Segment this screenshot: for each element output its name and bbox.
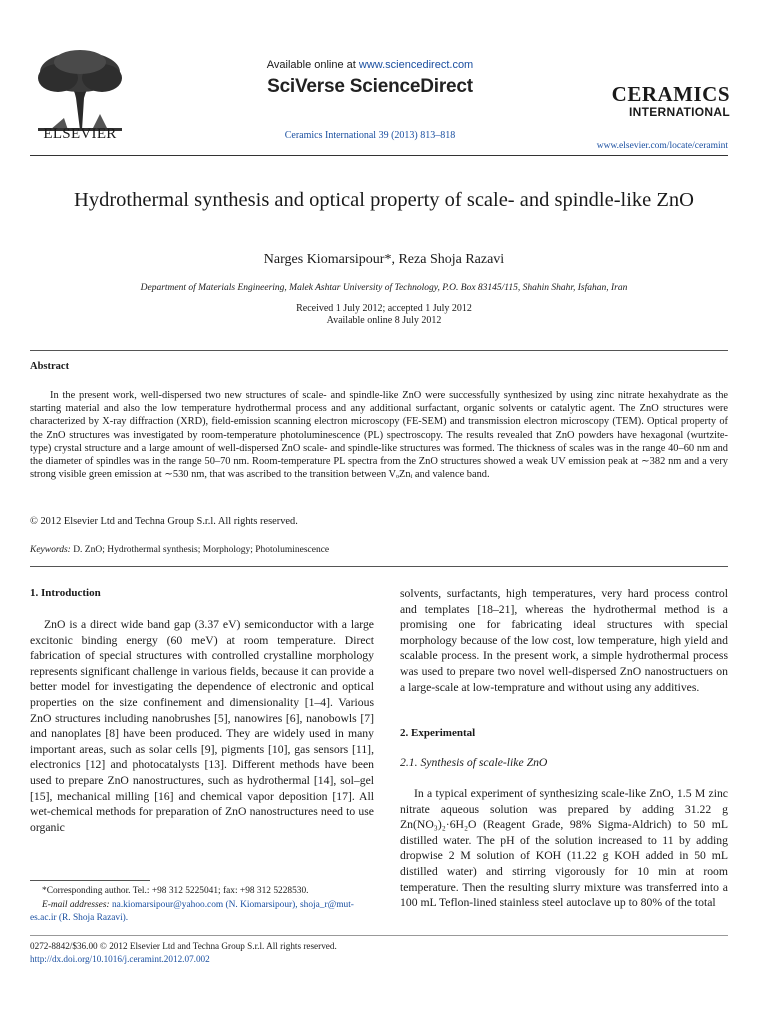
footnote-divider [30, 880, 150, 881]
header-divider [30, 155, 728, 156]
introduction-column [30, 617, 374, 835]
experimental-paragraph: In a typical experiment of synthesizing scale-like ZnO, 1.5 M zinc nitrate aqueous solution was prepared by adding 31.22 g Zn(NO₃)₂·6H₂O (Reagent Grade, 98% Sigma-Aldrich) to 50 mL distilled water. The pH of the solution increased to 11 by adding dropwise 2 M solution of KOH (11.22 g KOH added in 50 mL distilled water) and stirring vigorously for 10 min at room temperature. Then the resulting slurry mixture was transferred into a 100 mL Teflon-lined stainless steel autoclave up to 80% of the total [400, 787, 728, 910]
keywords-label: Keywords: [30, 545, 71, 555]
journal-reference[interactable]: Ceramics International 39 (2013) 813–818 [284, 130, 456, 141]
issn-line: 0272-8842/$36.00 © 2012 Elsevier Ltd and Techna Group S.r.l. All rights reserved. [30, 941, 337, 951]
corresponding-author: *Corresponding author. Tel.: +98 312 5225041; fax: +98 312 5228530. [42, 886, 309, 896]
journal-url-link[interactable]: www.elsevier.com/locate/ceramint [596, 141, 728, 151]
doi-link[interactable]: http://dx.doi.org/10.1016/j.ceramint.2012.07.002 [30, 954, 210, 964]
experimental-column [400, 786, 728, 911]
journal-name-line2: INTERNATIONAL [628, 105, 730, 119]
sciencedirect-link[interactable]: www.sciencedirect.com [358, 59, 474, 71]
footnote [30, 885, 374, 926]
available-prefix: Available online at [266, 59, 359, 71]
abstract-heading: Abstract [30, 361, 70, 372]
article-dates [40, 303, 728, 327]
online-date: Available online 8 July 2012 [326, 315, 442, 326]
author-affiliation: Department of Materials Engineering, Malek Ashtar University of Technology, P.O. Box 83145/115, Shahin Shahr, Isfahan, Iran [140, 283, 628, 293]
abstract-copyright: © 2012 Elsevier Ltd and Techna Group S.r.l. All rights reserved. [30, 516, 298, 527]
experimental-heading: 2. Experimental [400, 727, 476, 739]
publisher-name: ELSEVIER [43, 126, 117, 142]
introduction-paragraph-cont: solvents, surfactants, high temperatures, very hard process control and templates [18–21], whereas the hydrothermal method is a promising one for fabricating ideal structures with special morphology because of the low cost, low temperature, high yield and scalable process. In the present work, a simple hydrothermal process was used to prepare two novel well-dispersed ZnO nanostructuers on a large-scale at low-temprature and without using any additives. [400, 587, 728, 694]
journal-name-line1: CERAMICS [611, 82, 730, 106]
abstract-divider [30, 350, 728, 351]
issn-block [30, 940, 337, 966]
article-authors: Narges Kiomarsipour*, Reza Shoja Razavi [263, 252, 505, 267]
email-label: E-mail addresses: [42, 899, 110, 910]
introduction-paragraph: ZnO is a direct wide band gap (3.37 eV) semiconductor with a large excitonic binding energy (60 meV) at room temperature. Direct fabrication of special structures with controlled crystalline morphology represents significant challenge in various fields, because it can provide a better model for investigating the dependence of electronic and optical properties on the size confinement and dimensionality [1–4]. Various ZnO structures including nanobrushes [5], nanowires [6], nanobowls [7] and nanoplates [8] have been produced. They are widely used in many important areas, such as solar cells [9], pigments [10], gas sensors [11], electronics [12] and photocatalysts [13]. Different methods have been used to prepare ZnO nanostructures, such as hydrothermal [14], sol–gel [15], mechanical milling [16] and chemical vapor deposition [17]. All wet-chemical methods for preparation of ZnO nanostructures need to use organic [30, 618, 374, 834]
keywords-list: D. ZnO; Hydrothermal synthesis; Morphology; Photoluminescence [73, 545, 330, 555]
platform-name: SciVerse ScienceDirect [267, 76, 473, 97]
email-addresses[interactable]: na.kiomarsipour@yahoo.com (N. Kiomarsipour), shoja_r@mut-es.ac.ir (R. Shoja Razavi). [30, 899, 354, 923]
received-date: Received 1 July 2012; accepted 1 July 2012 [296, 303, 472, 314]
synthesis-subheading: 2.1. Synthesis of scale-like ZnO [400, 756, 548, 769]
available-online [200, 59, 540, 71]
bottom-divider [30, 935, 728, 936]
article-title: Hydrothermal synthesis and optical property of scale- and spindle-like ZnO [74, 189, 694, 211]
keywords-divider [30, 566, 728, 567]
introduction-continued [400, 586, 728, 695]
keywords [30, 545, 728, 555]
introduction-heading: 1. Introduction [30, 587, 101, 599]
abstract-text: In the present work, well-dispersed two new structures of scale- and spindle-like ZnO were successfully synthesized by using zinc nitrate hexahydrate as the starting material and also the low temperature hydrothermal process and any additional surfactant, organic solvents or catalytic agent. The ZnO structures were characterized by X-ray diffraction (XRD), field-emission scanning electron microscopy (FE-SEM) and transmission electron microscopy (TEM). Optical property of the ZnO structures was investigated by room-temperature photoluminescence (PL) spectroscopy. The results revealed that ZnO powders have hexagonal (wurtzite-type) crystal structure and a large amount of well-dispersed ZnO scale- and spindle-like structures was formed. The thickness of scales was in the range 40–60 nm and the diameter of spindles was in the range 50–70 nm. Room-temperature PL spectra from the ZnO structures showed a weak UV emission peak at ∼382 nm and a very strong visible green emission at ∼530 nm, that was ascribed to the transition between VₒZnᵢ and valence band. [30, 390, 728, 481]
